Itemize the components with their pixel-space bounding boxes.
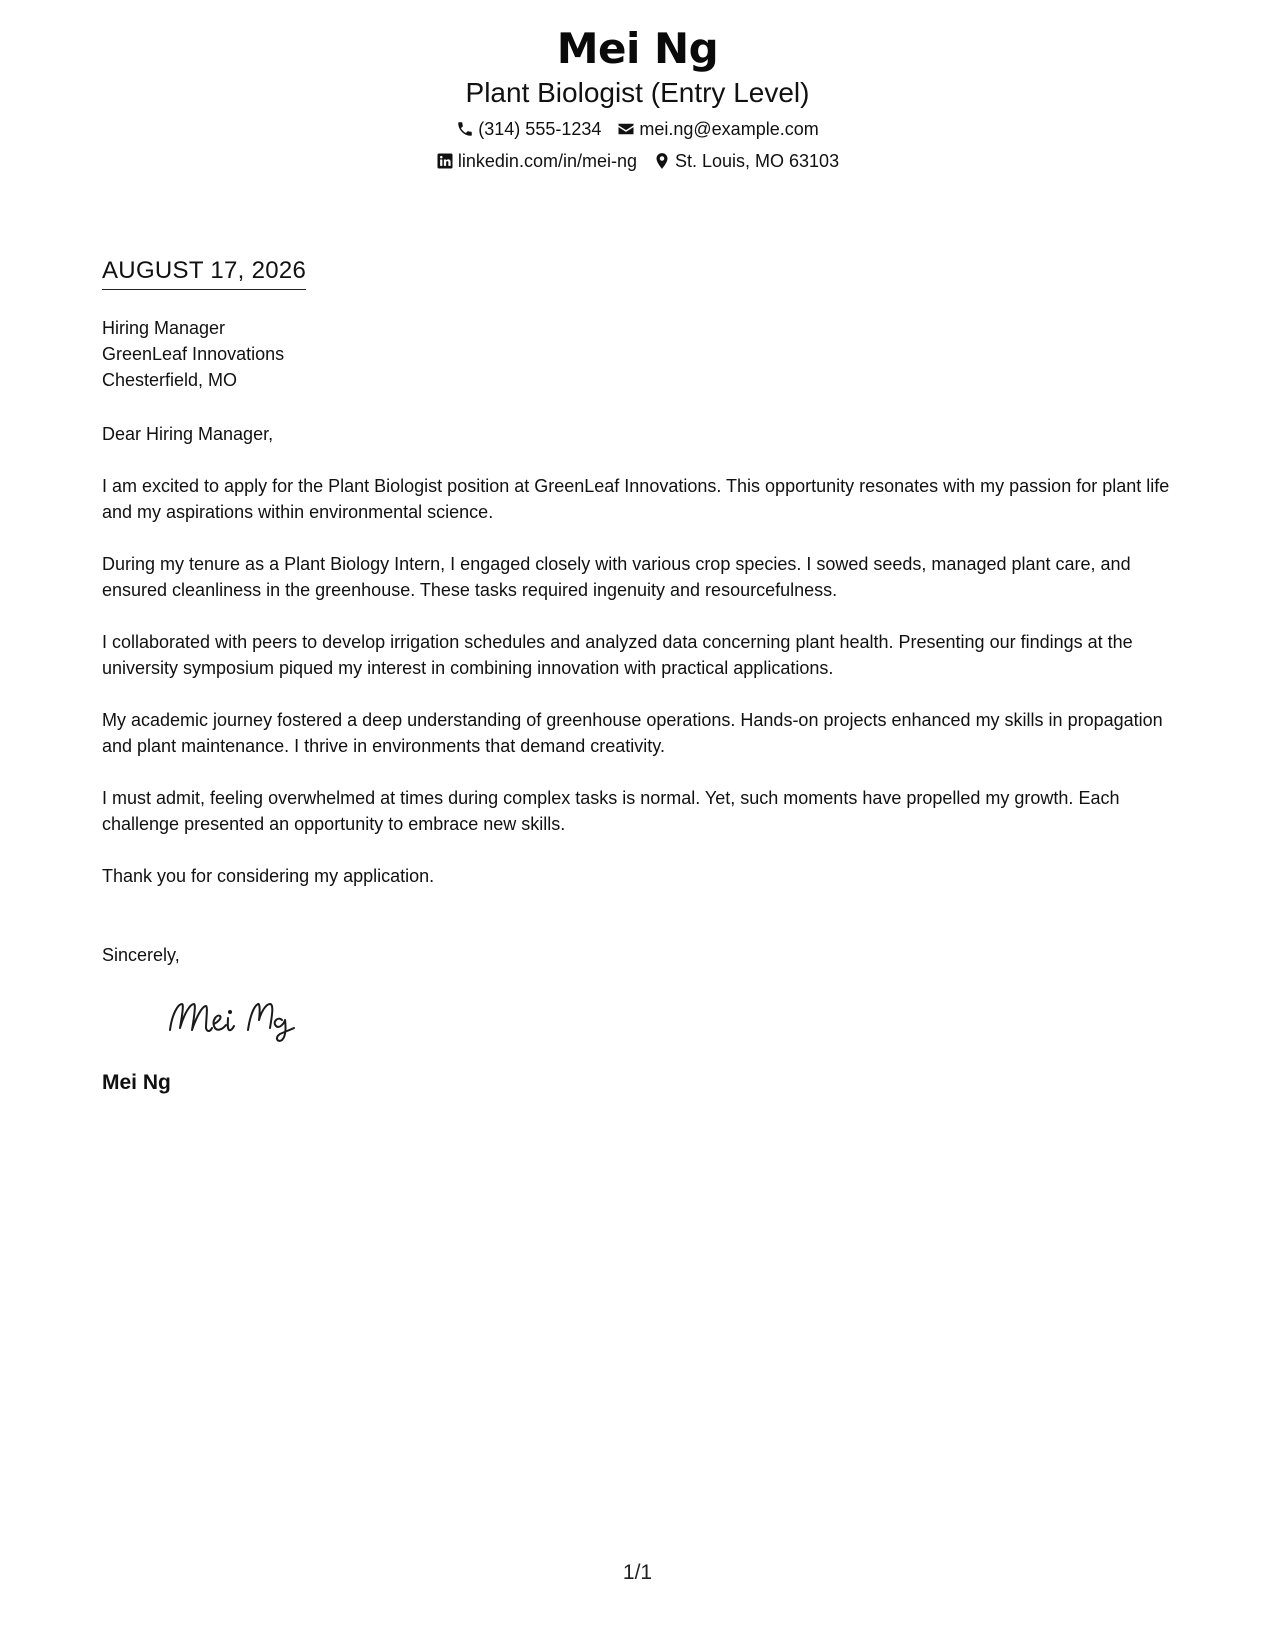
envelope-icon bbox=[617, 120, 635, 138]
closing: Sincerely, bbox=[102, 945, 180, 965]
handwritten-signature bbox=[164, 992, 1177, 1042]
letter-date: AUGUST 17, 2026 bbox=[102, 256, 306, 290]
email-address[interactable]: mei.ng@example.com bbox=[639, 119, 819, 139]
contact-location bbox=[653, 150, 839, 172]
recipient-title: Hiring Manager bbox=[102, 318, 226, 338]
linkedin-url[interactable]: linkedin.com/in/mei-ng bbox=[457, 151, 637, 171]
applicant-name: Mei Ng bbox=[556, 24, 719, 73]
location-text: St. Louis, MO 63103 bbox=[674, 151, 840, 171]
contact-phone bbox=[456, 118, 601, 140]
signature-drawing bbox=[164, 992, 304, 1044]
paragraph-3: I collaborated with peers to develop irrigation schedules and analyzed data concerning plant health. Presenting our findings at the university symposium piqued my interest in combining innovation with practical applications. bbox=[102, 632, 1133, 678]
page-number: 1/1 bbox=[622, 1561, 653, 1584]
paragraph-5: I must admit, feeling overwhelmed at times during complex tasks is normal. Yet, such moments have propelled my growth. Each challenge presented an opportunity to embrace new skills. bbox=[102, 788, 1120, 834]
contact-email bbox=[617, 118, 818, 140]
map-pin-icon bbox=[653, 152, 671, 170]
paragraph-thanks: Thank you for considering my application. bbox=[102, 866, 435, 886]
paragraph-4: My academic journey fostered a deep understanding of greenhouse operations. Hands-on projects enhanced my skills in propagation and plant maintenance. I thrive in environments that demand creativity. bbox=[102, 710, 1163, 756]
contact-row-primary bbox=[0, 118, 1275, 140]
job-title: Plant Biologist (Entry Level) bbox=[465, 77, 810, 108]
linkedin-icon bbox=[436, 152, 454, 170]
contact-linkedin bbox=[436, 150, 637, 172]
paragraph-2: During my tenure as a Plant Biology Intern, I engaged closely with various crop species. I sowed seeds, managed plant care, and ensured cleanliness in the greenhouse. These tasks required ingenuity and resourcefulness. bbox=[102, 554, 1131, 600]
letter-header bbox=[0, 20, 1275, 172]
contact-row-secondary bbox=[0, 150, 1275, 172]
signer-name: Mei Ng bbox=[102, 1071, 171, 1094]
recipient-location: Chesterfield, MO bbox=[102, 370, 238, 390]
salutation: Dear Hiring Manager, bbox=[102, 424, 274, 444]
phone-icon bbox=[456, 120, 474, 138]
recipient-block bbox=[102, 315, 1177, 393]
phone-number[interactable]: (314) 555-1234 bbox=[478, 119, 602, 139]
paragraph-1: I am excited to apply for the Plant Biologist position at GreenLeaf Innovations. This opportunity resonates with my passion for plant life and my aspirations within environmental science. bbox=[102, 476, 1170, 522]
letter-body bbox=[102, 315, 1177, 1096]
recipient-company: GreenLeaf Innovations bbox=[102, 344, 285, 364]
